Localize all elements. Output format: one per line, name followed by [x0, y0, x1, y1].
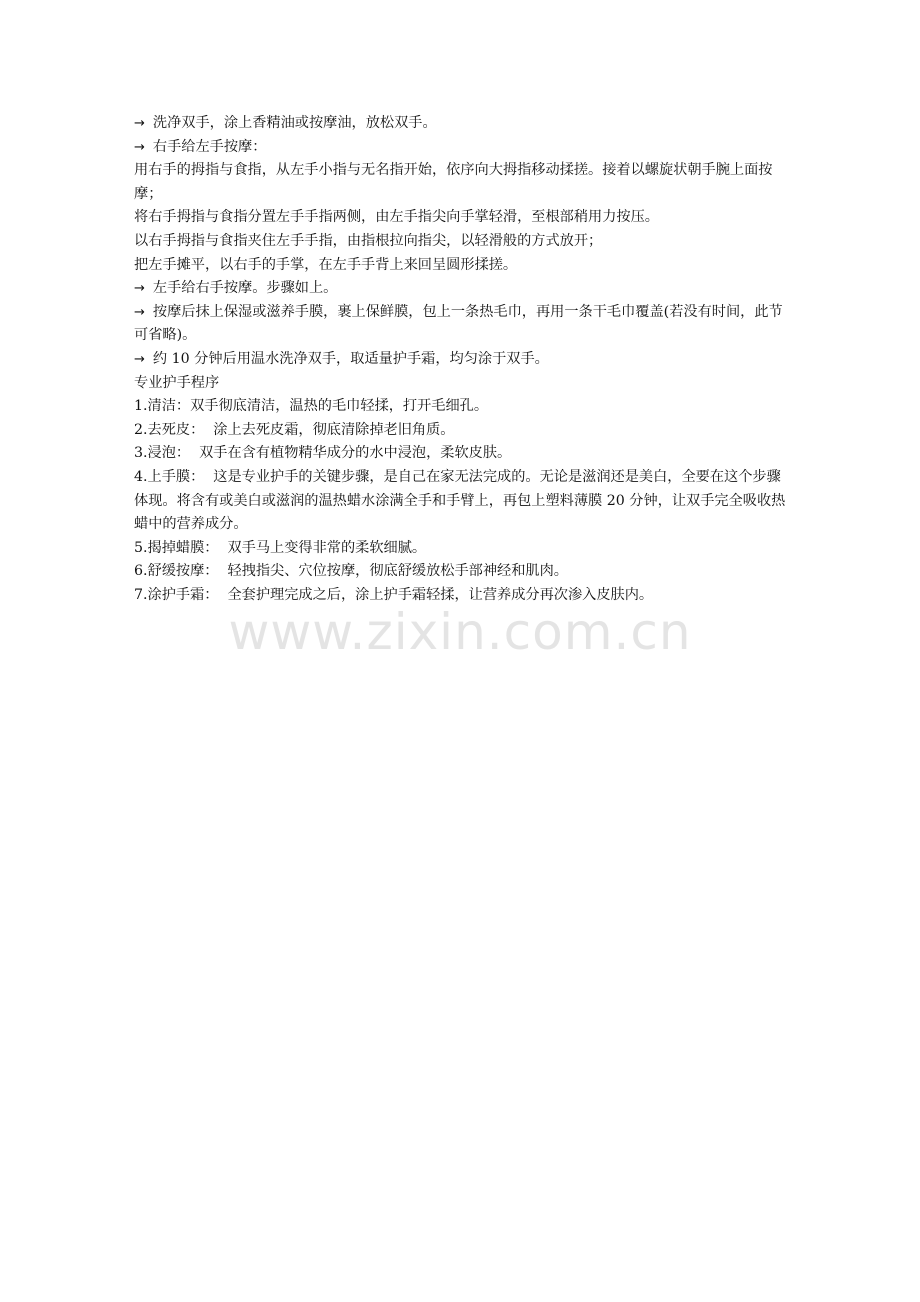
line-text: 1.清洁：双手彻底清洁，温热的毛巾轻揉，打开毛细孔。: [134, 398, 489, 415]
arrow-bullet-icon: →: [134, 139, 145, 155]
line-text: 4.上手膜： 这是专业护手的关键步骤，是自己在家无法完成的。无论是滋润还是美白，全要在这个步骤体现。将含有或美白或滋润的温热蜡水涂满全手和手臂上，再包上塑料薄膜 20 分钟，让双手完全吸收热蜡中的营养成分。: [134, 468, 786, 533]
line-text: 5.揭掉蜡膜： 双手马上变得非常的柔软细腻。: [134, 539, 427, 556]
line-step-slide: [134, 206, 794, 230]
arrow-bullet-icon: →: [134, 116, 145, 131]
list-item-remove-wax: [134, 537, 794, 561]
line-rinse-cream: [134, 348, 794, 372]
line-right-massage-left: [134, 136, 794, 160]
line-step-pull: [134, 230, 794, 254]
line-text: 2.去死皮： 涂上去死皮霜，彻底清除掉老旧角质。: [134, 421, 455, 438]
line-text: 3.浸泡： 双手在含有植物精华成分的水中浸泡，柔软皮肤。: [134, 445, 512, 462]
line-text: 按摩后抹上保湿或滋养手膜，裹上保鲜膜，包上一条热毛巾，再用一条干毛巾覆盖(若没有时间，此节可省略)。: [134, 303, 783, 344]
line-text: 6.舒缓按摩： 轻拽指尖、穴位按摩，彻底舒缓放松手部神经和肌肉。: [134, 563, 568, 580]
line-left-massage-right: [134, 277, 794, 301]
line-step-palm: [134, 254, 794, 278]
list-item-soak: [134, 442, 794, 466]
arrow-bullet-icon: →: [134, 304, 145, 320]
line-text: 以右手拇指与食指夹住左手手指，由指根拉向指尖，以轻滑般的方式放开；: [134, 232, 603, 249]
list-item-exfoliate: [134, 419, 794, 443]
line-text: 约 10 分钟后用温水洗净双手，取适量护手霜，均匀涂于双手。: [152, 350, 549, 367]
line-text: 洗净双手，涂上香精油或按摩油，放松双手。: [152, 115, 437, 131]
arrow-bullet-icon: →: [134, 281, 145, 297]
line-text: 左手给右手按摩。步骤如上。: [152, 280, 338, 297]
line-wash-hands: [134, 112, 794, 136]
line-hand-mask: [134, 301, 794, 348]
watermark: www.zixin.com.cn: [228, 603, 692, 661]
line-text: 将右手拇指与食指分置左手手指两侧，由左手指尖向手掌轻滑，至根部稍用力按压。: [134, 209, 659, 226]
document-body: [134, 112, 794, 607]
section-heading: [134, 372, 794, 396]
list-item-hand-mask: [134, 466, 794, 537]
list-item-massage: [134, 560, 794, 584]
list-item-clean: [134, 395, 794, 419]
line-text: 7.涂护手霜： 全套护理完成之后，涂上护手霜轻揉，让营养成分再次渗入皮肤内。: [134, 586, 654, 603]
line-text: 把左手摊平，以右手的手掌，在左手手背上来回呈圆形揉搓。: [134, 256, 518, 273]
line-step-fingers: [134, 159, 794, 206]
list-item-hand-cream: [134, 584, 794, 608]
line-text: 右手给左手按摩：: [152, 138, 267, 155]
heading-text: 专业护手程序: [134, 374, 220, 391]
arrow-bullet-icon: →: [134, 351, 145, 367]
line-text: 用右手的拇指与食指，从左手小指与无名指开始，依序向大拇指移动揉搓。接着以螺旋状朝手腕上面按摩；: [134, 162, 773, 202]
